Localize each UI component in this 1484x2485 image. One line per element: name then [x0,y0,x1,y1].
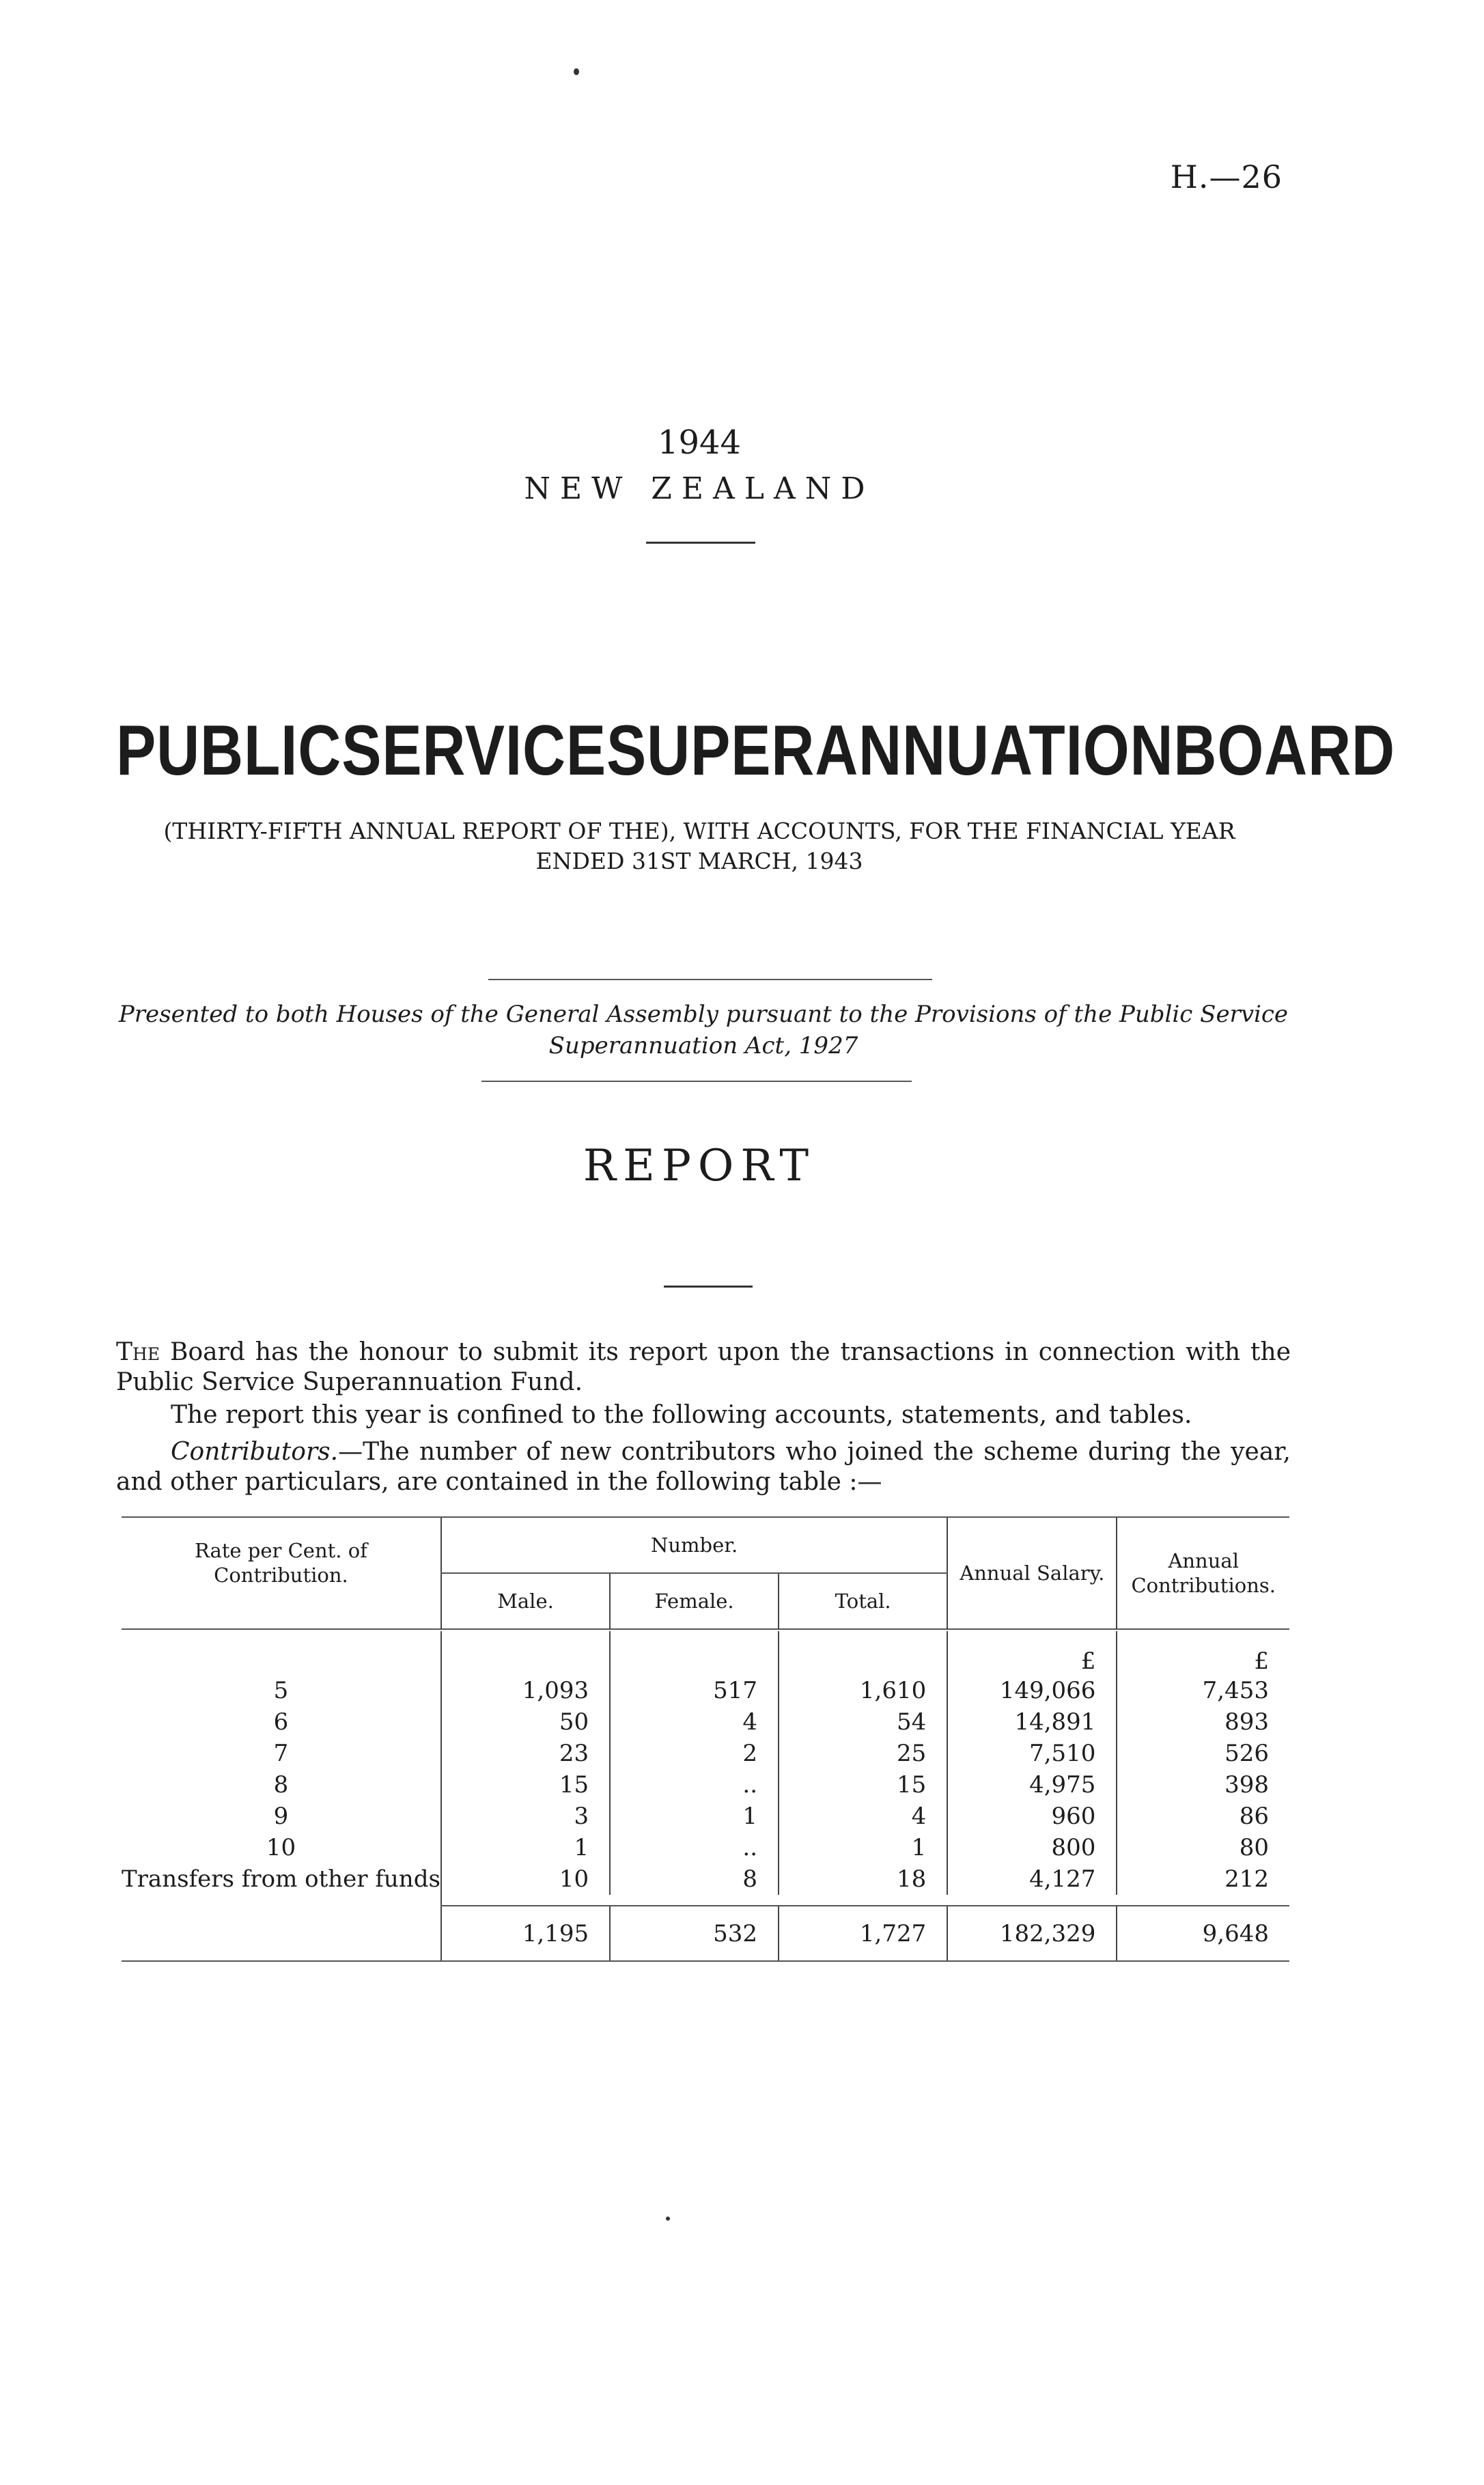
male-cell: 15 [441,1769,610,1801]
divider [488,979,932,980]
salary-cell: 800 [947,1832,1117,1863]
rate-cell: 8 [273,1771,289,1799]
table-row [122,1675,1289,1706]
female-cell: 517 [610,1675,779,1706]
contrib-cell: 80 [1117,1832,1289,1863]
contrib-cell: 893 [1117,1706,1289,1738]
contributors-table [122,1516,1289,1962]
female-cell: .. [610,1769,779,1801]
salary-cell: 960 [947,1801,1117,1832]
report-divider [664,1286,753,1288]
page-reference: H.—26 [1170,158,1283,195]
total-cell: 18 [779,1863,947,1895]
masthead-divider [646,542,755,544]
contrib-cell: 86 [1117,1801,1289,1832]
currency-mark: £ [1117,1631,1289,1675]
total-total: 1,727 [779,1906,947,1960]
contrib-total: 9,648 [1117,1906,1289,1960]
title-word: SERVICE [341,711,607,790]
country-name: NEW ZEALAND [524,471,875,506]
rate-header: Rate per Cent. of Contribution. [194,1539,367,1587]
contrib-cell: 212 [1117,1863,1289,1895]
currency-mark: £ [947,1631,1117,1675]
male-cell: 1,093 [441,1675,610,1706]
salary-cell: 4,975 [947,1769,1117,1801]
lead-word: The [116,1338,160,1366]
female-cell: .. [610,1832,779,1863]
rate-cell: 7 [273,1740,289,1767]
subtitle-line: (THIRTY-FIFTH ANNUAL REPORT OF THE), WITH ACCOUNTS, FOR THE FINANCIAL YEAR [163,818,1235,844]
document-title [116,710,1395,792]
table-row [122,1801,1289,1832]
paragraph-text: —The number of new contributors who joined the scheme during the year, and other particulars, are contained in the following table :— [116,1438,1291,1496]
female-cell: 8 [610,1863,779,1895]
document-subtitle [0,816,1399,876]
female-total: 532 [610,1906,779,1960]
title-word: BOARD [1173,711,1395,790]
rate-cell: 6 [273,1708,289,1736]
divider [481,1081,912,1082]
female-cell: 2 [610,1738,779,1769]
contrib-cell: 7,453 [1117,1675,1289,1706]
total-cell: 4 [779,1801,947,1832]
contributions-header: Annual Contributions. [1117,1518,1289,1629]
salary-header: Annual Salary. [947,1518,1117,1629]
male-cell: 1 [441,1832,610,1863]
male-total: 1,195 [441,1906,610,1960]
table-bottom-rule [122,1960,1289,1962]
total-header: Total. [779,1573,947,1629]
contrib-cell: 526 [1117,1738,1289,1769]
male-cell: 3 [441,1801,610,1832]
report-paragraph [116,1400,1291,1430]
report-paragraph [116,1437,1291,1497]
total-cell: 54 [779,1706,947,1738]
female-cell: 4 [610,1706,779,1738]
totals-row [122,1906,1289,1960]
paragraph-text: Board has the honour to submit its report upon the transactions in connection with the Public Service Superannuation Fund. [116,1338,1291,1396]
male-cell: 23 [441,1738,610,1769]
presentation-line: Presented to both Houses of the General Assembly pursuant to the Provisions of the Public Service [118,1001,1289,1028]
total-cell: 1 [779,1832,947,1863]
salary-cell: 4,127 [947,1863,1117,1895]
male-cell: 10 [441,1863,610,1895]
table-row [122,1706,1289,1738]
table-row [122,1832,1289,1863]
table-row [122,1863,1289,1895]
salary-cell: 14,891 [947,1706,1117,1738]
paragraph-text: The report this year is confined to the following accounts, statements, and tables. [171,1401,1192,1429]
rate-cell: 5 [273,1677,289,1704]
total-cell: 1,610 [779,1675,947,1706]
contrib-cell: 398 [1117,1769,1289,1801]
rate-cell: 10 [266,1834,296,1861]
rate-cell: 9 [273,1803,289,1830]
ink-speck [574,68,579,75]
table-row [122,1769,1289,1801]
female-header: Female. [610,1573,779,1629]
female-cell: 1 [610,1801,779,1832]
total-cell: 15 [779,1769,947,1801]
total-cell: 25 [779,1738,947,1769]
report-heading: REPORT [583,1141,816,1191]
salary-total: 182,329 [947,1906,1117,1960]
number-header: Number. [441,1518,947,1573]
rate-cell: Transfers from other funds [122,1865,440,1893]
male-header: Male. [441,1573,610,1629]
ink-speck [666,2217,670,2221]
salary-cell: 7,510 [947,1738,1117,1769]
title-word: PUBLIC [116,711,342,790]
salary-cell: 149,066 [947,1675,1117,1706]
male-cell: 50 [441,1706,610,1738]
report-paragraph [116,1337,1291,1398]
table-row [122,1738,1289,1769]
section-label: Contributors. [171,1438,339,1466]
presentation-line: Superannuation Act, 1927 [548,1032,858,1059]
subtitle-line: ENDED 31ST MARCH, 1943 [535,848,863,874]
presentation-note [116,999,1291,1061]
title-word: SUPERANNUATION [606,711,1174,790]
publication-year: 1944 [657,424,742,462]
